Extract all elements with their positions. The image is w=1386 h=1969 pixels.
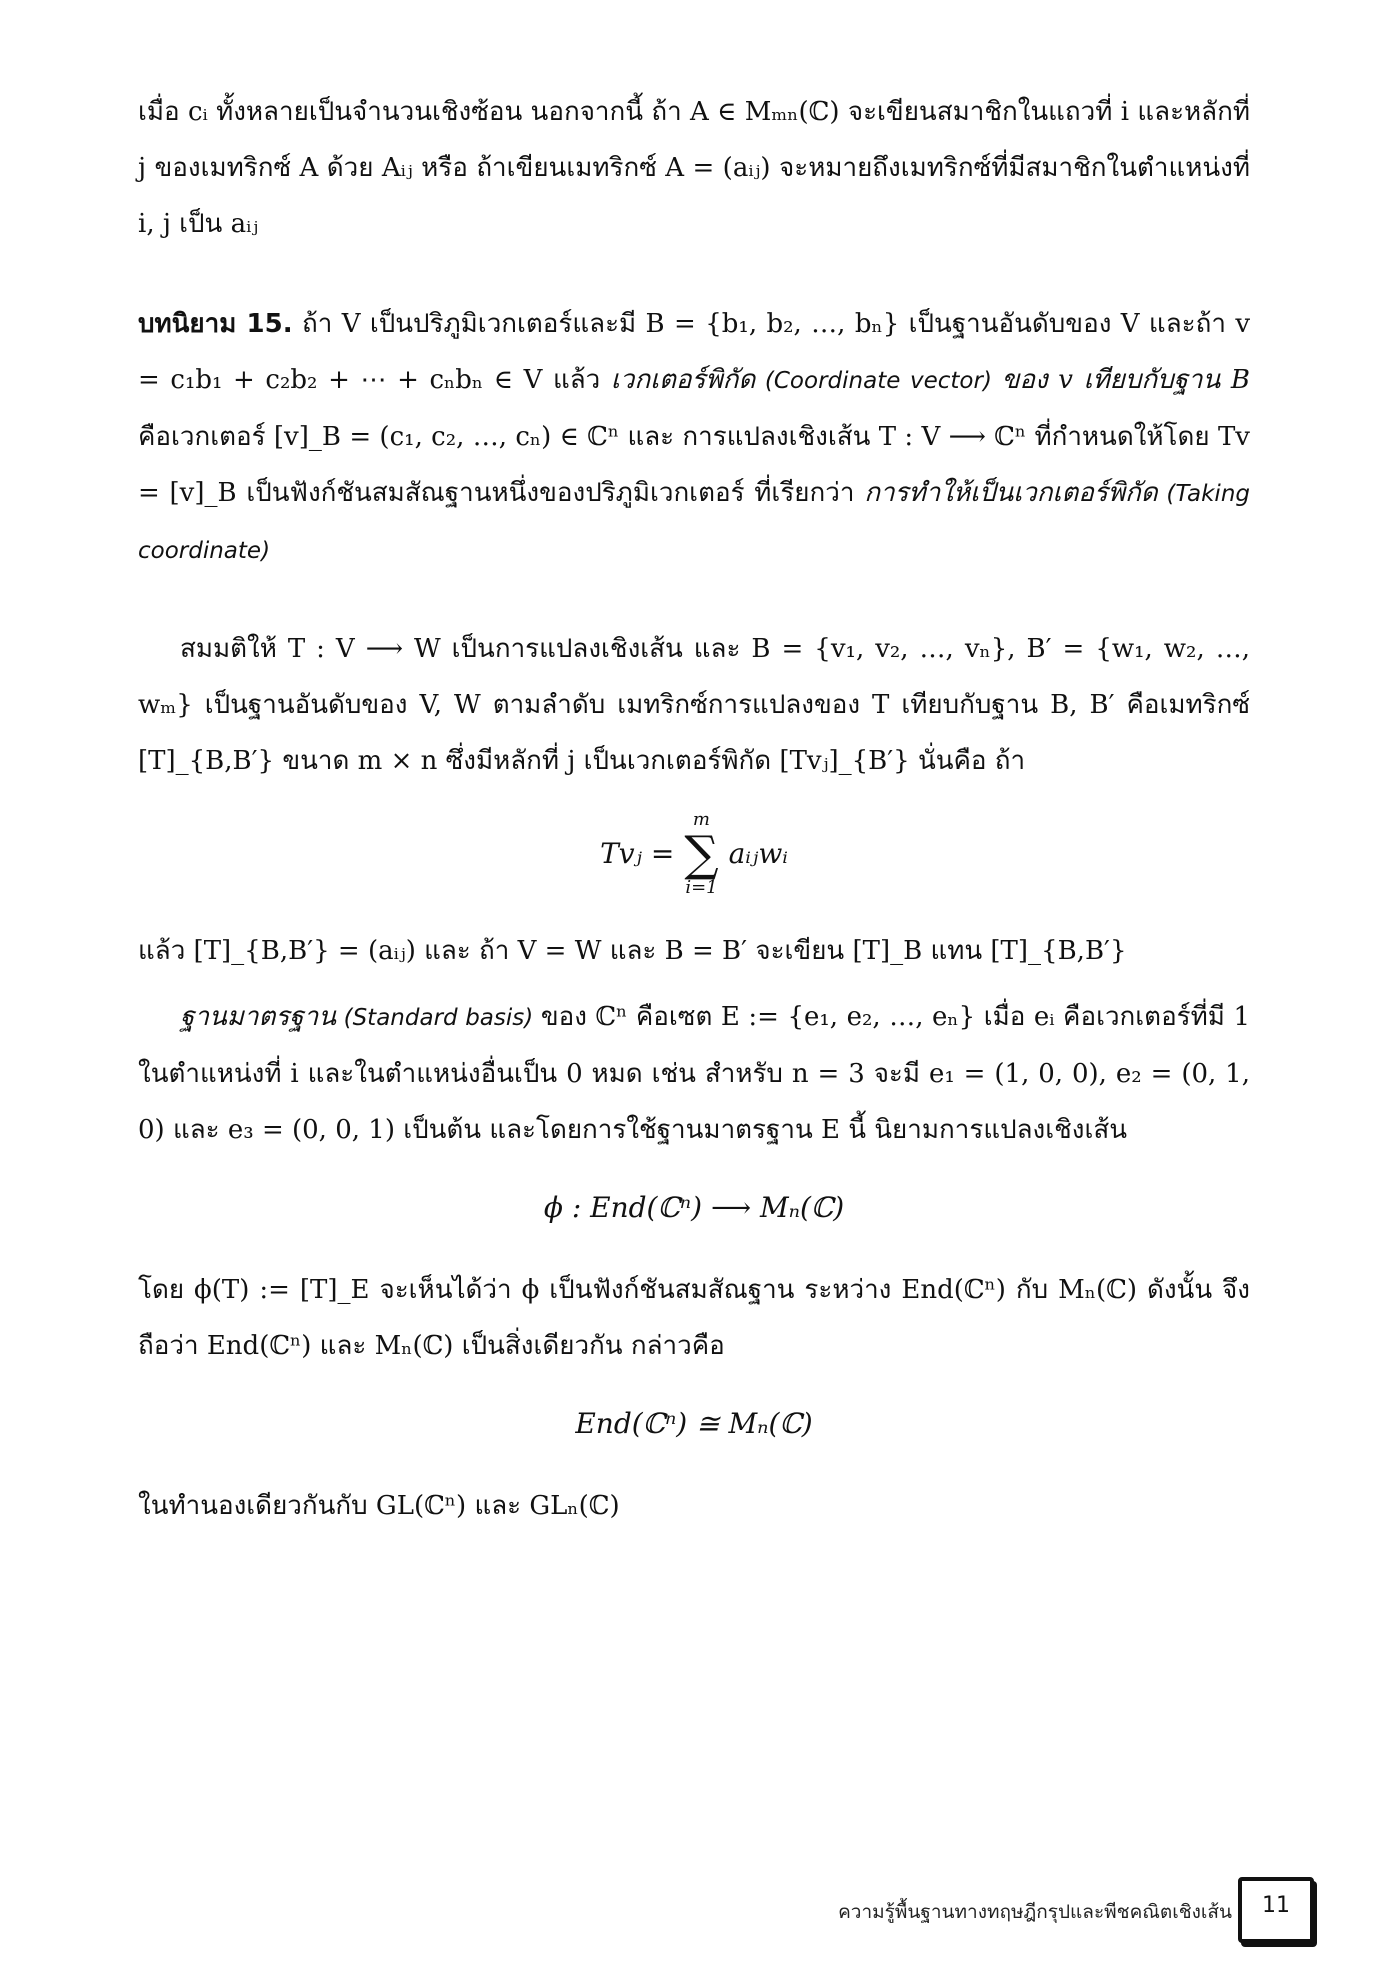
equation-isomorphic: End(ℂⁿ) ≅ Mₙ(ℂ) [575, 1407, 813, 1441]
footer-book-title: ความรู้พื้นฐานทางทฤษฎีกรุปและพีชคณิตเชิงเส้น [838, 1901, 1232, 1923]
definition-text-1: ถ้า V เป็นปริภูมิเวกเตอร์และมี B = {b₁, b₂, …, bₙ} เป็นฐานอันดับของ V และถ้า v = c₁b₁ + c₂b₂ + ⋯ + cₙbₙ ∈ V แล้ว [138, 309, 1251, 395]
term-taking-coordinate-thai: การทำให้เป็นเวกเตอร์พิกัด [864, 478, 1158, 508]
paragraph-general-linear: ในทำนองเดียวกันกับ GL(ℂⁿ) และ GLₙ(ℂ) [138, 1491, 620, 1522]
equation-sum-rhs: aᵢⱼwᵢ [728, 837, 788, 871]
standard-basis-text: ของ ℂⁿ คือเซต E := {e₁, e₂, …, eₙ} เมื่อ eᵢ คือเวกเตอร์ที่มี 1 ในตำแหน่งที่ i และในตำแหน่งอื่นเป็น 0 หมด เช่น สำหรับ n = 3 จะมี e₁ = (1, 0, 0), e₂ = (0, 1, 0) และ e₃ = (0, 0, 1) เป็นต้น และโดยการใช้ฐานมาตรฐาน E นี้ นิยามการแปลงเชิงเส้น [138, 1002, 1250, 1146]
sigma-glyph: ∑ [684, 826, 719, 882]
term-standard-basis-eng: (Standard basis) [336, 1005, 541, 1032]
equation-phi-map: ϕ : End(ℂⁿ) ⟶ Mₙ(ℂ) [543, 1191, 845, 1225]
equation-sum [138, 811, 1250, 897]
definition-text-2: ของ v เทียบกับฐาน B [1001, 365, 1251, 395]
term-coordinate-vector-thai: เวกเตอร์พิกัด [610, 365, 756, 395]
page-footer [800, 1875, 1320, 1935]
paragraph-transformation-matrix: สมมติให้ T : V ⟶ W เป็นการแปลงเชิงเส้น และ B = {v₁, v₂, …, vₙ}, B′ = {w₁, w₂, …, wₘ} เป็นฐานอันดับของ V, W ตามลำดับ เมทริกซ์การแปลงของ T เทียบกับฐาน B, B′ คือเมทริกซ์ [T]_{B,B′} ขนาด m × n ซึ่งมีหลักที่ j เป็นเวกเตอร์พิกัด [Tvⱼ]_{B′} นั่นคือ ถ้า [138, 634, 1250, 776]
paragraph-isomorphism: โดย ϕ(T) := [T]_E จะเห็นได้ว่า ϕ เป็นฟังก์ชันสมสัณฐาน ระหว่าง End(ℂⁿ) กับ Mₙ(ℂ) ดังนั้น จึงถือว่า End(ℂⁿ) และ Mₙ(ℂ) เป็นสิ่งเดียวกัน กล่าวคือ [138, 1275, 1250, 1362]
sum-upper-limit: m [692, 809, 710, 830]
sum-lower-limit: i=1 [685, 877, 718, 899]
term-coordinate-vector-eng: (Coordinate vector) [755, 368, 1002, 394]
page-number-box [1238, 1877, 1314, 1943]
term-standard-basis-thai: ฐานมาตรฐาน [180, 1002, 337, 1033]
paragraph-matrix-entries: แล้ว [T]_{B,B′} = (aᵢⱼ) และ ถ้า V = W และ B = B′ จะเขียน [T]_B แทน [T]_{B,B′} [138, 936, 1127, 967]
page-number: 11 [1262, 1893, 1290, 1918]
page-body [138, 84, 1250, 1534]
definition-text-3: คือเวกเตอร์ [v]_B = (c₁, c₂, …, cₙ) ∈ ℂⁿ และ การแปลงเชิงเส้น T : V ⟶ ℂⁿ ที่กำหนดให้โดย Tv = [v]_B เป็นฟังก์ชันสมสัณฐานหนึ่งของปริภูมิเวกเตอร์ ที่เรียกว่า [138, 422, 1250, 508]
definition-label: บทนิยาม 15. [138, 309, 293, 339]
definition-15 [138, 296, 1250, 579]
paragraph-matrix-notation: เมื่อ cᵢ ทั้งหลายเป็นจำนวนเชิงซ้อน นอกจากนี้ ถ้า A ∈ Mₘₙ(ℂ) จะเขียนสมาชิกในแถวที่ i และหลักที่ j ของเมทริกซ์ A ด้วย Aᵢⱼ หรือ ถ้าเขียนเมทริกซ์ A = (aᵢⱼ) จะหมายถึงเมทริกซ์ที่มีสมาชิกในตำแหน่งที่ i, j เป็น aᵢⱼ [138, 97, 1250, 239]
equation-sum-lhs: Tvⱼ = [600, 837, 675, 871]
paragraph-standard-basis [138, 989, 1250, 1158]
term-taking-coordinate-eng: (Taking coordinate) [138, 481, 1250, 564]
summation-symbol [684, 811, 718, 897]
